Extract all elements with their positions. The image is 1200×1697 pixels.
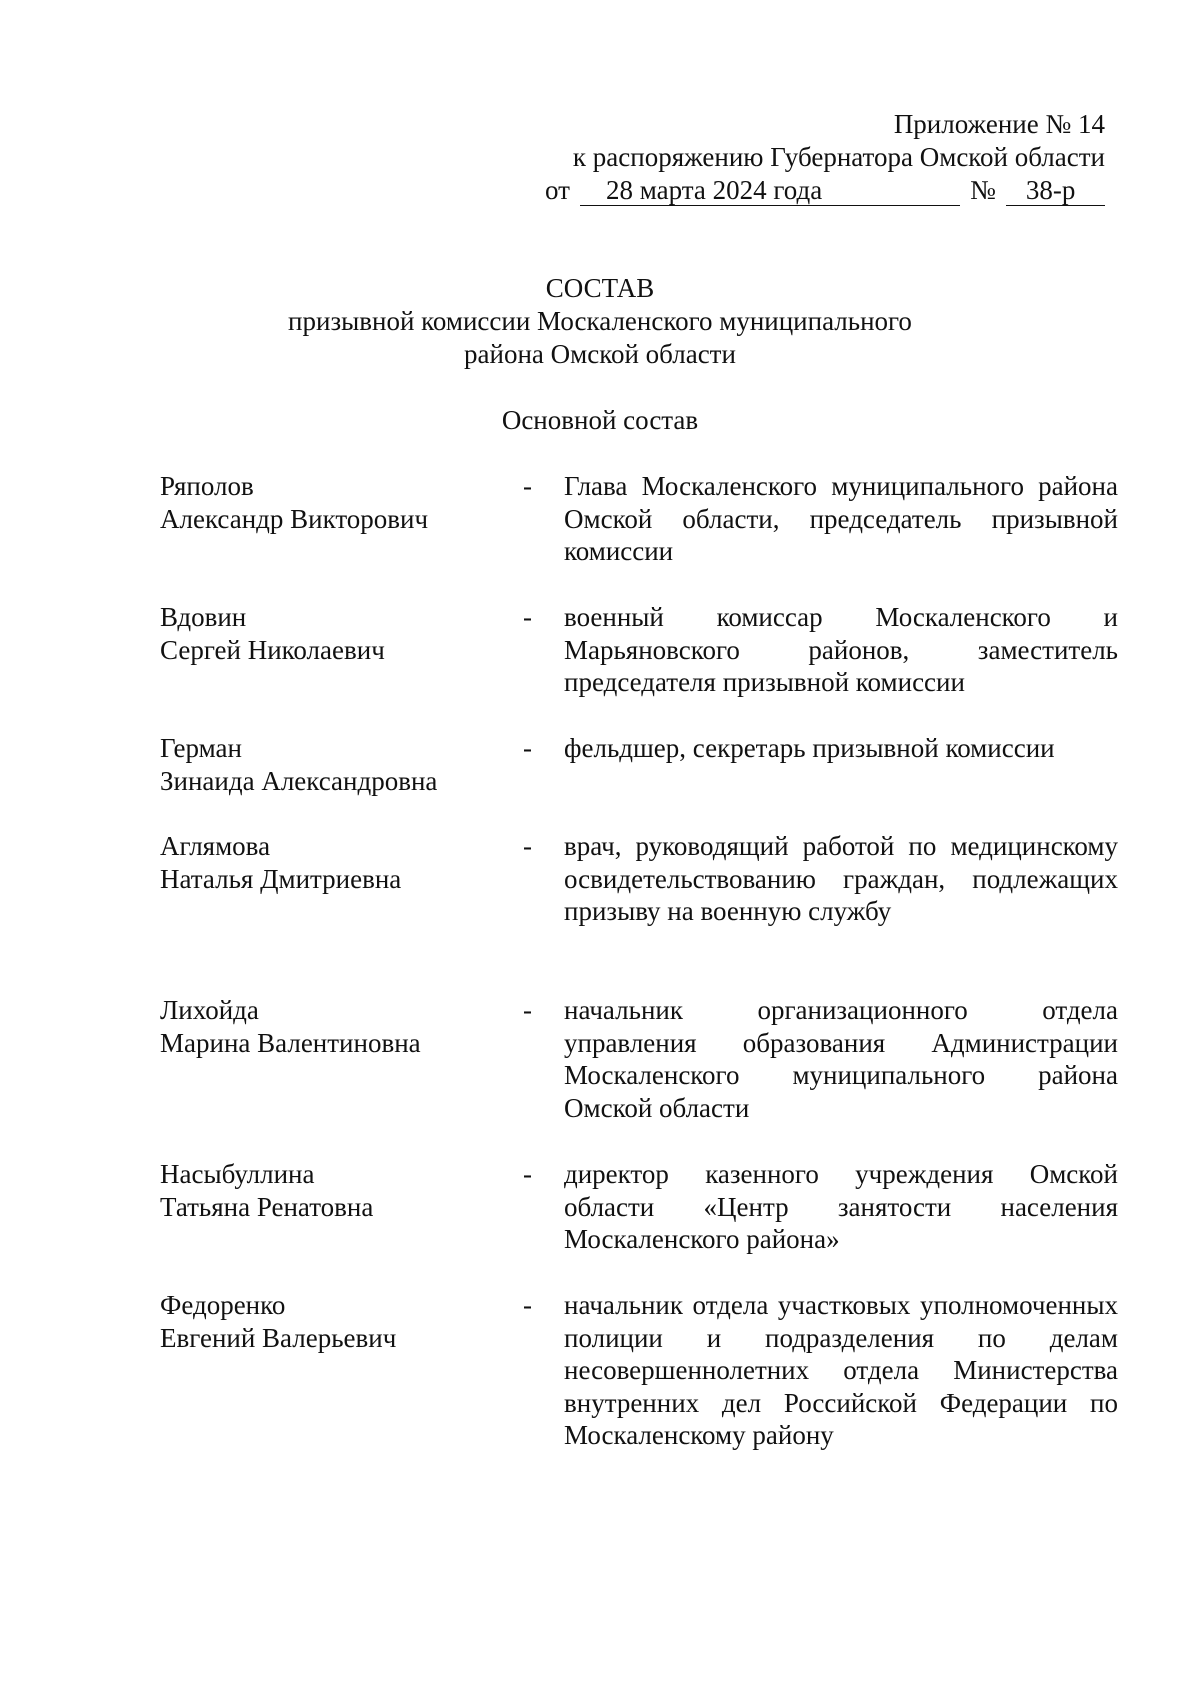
dash-separator: - bbox=[523, 1159, 532, 1189]
member-role: врач, руководящий работой по медицинскому освидетельствованию граждан, подлежащих призыву на военную службу bbox=[564, 831, 1118, 927]
document-title bbox=[0, 272, 1200, 371]
member-surname: Лихойда bbox=[160, 995, 259, 1025]
member-entry bbox=[160, 1289, 1118, 1451]
member-given-names: Наталья Дмитриевна bbox=[160, 863, 402, 894]
member-entry bbox=[160, 1158, 1118, 1255]
member-name bbox=[160, 732, 520, 797]
member-given-names: Татьяна Ренатовна bbox=[160, 1191, 374, 1222]
appendix-label: Приложение № 14 bbox=[893, 109, 1105, 139]
member-surname: Вдовин bbox=[160, 602, 247, 632]
member-role: Глава Москаленского муниципального района Омской области, председатель призывной комиссии bbox=[564, 471, 1118, 567]
document-header bbox=[545, 108, 1105, 207]
dash-separator: - bbox=[523, 995, 532, 1025]
decree-date: 28 марта 2024 года bbox=[580, 175, 960, 206]
member-entry bbox=[160, 732, 1118, 797]
member-name bbox=[160, 994, 520, 1059]
member-given-names: Евгений Валерьевич bbox=[160, 1322, 397, 1353]
member-given-names: Сергей Николаевич bbox=[160, 634, 385, 665]
number-prefix: № bbox=[970, 175, 996, 205]
member-surname: Федоренко bbox=[160, 1290, 286, 1320]
member-role: директор казенного учреждения Омской области «Центр занятости населения Москаленского района» bbox=[564, 1159, 1118, 1255]
member-surname: Аглямова bbox=[160, 831, 271, 861]
member-entry bbox=[160, 830, 1118, 927]
member-entry bbox=[160, 470, 1118, 567]
title-line-1: призывной комиссии Москаленского муниципального bbox=[288, 306, 912, 336]
member-name bbox=[160, 601, 520, 666]
member-surname: Ряполов bbox=[160, 471, 254, 501]
member-surname: Насыбуллина bbox=[160, 1159, 315, 1189]
member-name bbox=[160, 470, 520, 535]
decree-reference: к распоряжению Губернатора Омской области bbox=[572, 142, 1105, 172]
member-surname: Герман bbox=[160, 733, 242, 763]
date-number-line bbox=[545, 174, 1105, 207]
member-entry bbox=[160, 601, 1118, 698]
member-given-names: Зинаида Александровна bbox=[160, 765, 438, 796]
decree-number: 38-р bbox=[1006, 175, 1105, 206]
member-given-names: Александр Викторович bbox=[160, 503, 429, 534]
member-role: военный комиссар Москаленского и Марьяновского районов, заместитель председателя призывной комиссии bbox=[564, 602, 1118, 698]
member-role: фельдшер, секретарь призывной комиссии bbox=[564, 733, 1055, 763]
title-heading: СОСТАВ bbox=[545, 273, 655, 303]
date-prefix: от bbox=[545, 175, 570, 205]
dash-separator: - bbox=[523, 602, 532, 632]
dash-separator: - bbox=[523, 733, 532, 763]
member-name bbox=[160, 830, 520, 895]
member-given-names: Марина Валентиновна bbox=[160, 1027, 421, 1058]
member-entry bbox=[160, 994, 1118, 1123]
member-name bbox=[160, 1158, 520, 1223]
dash-separator: - bbox=[523, 1290, 532, 1320]
member-role: начальник отдела участковых уполномоченных полиции и подразделения по делам несовершеннолетних отдела Министерства внутренних дел Российской Федерации по Москаленскому району bbox=[564, 1290, 1118, 1451]
member-role: начальник организационного отдела управления образования Администрации Москаленского муниципального района Омской области bbox=[564, 995, 1118, 1123]
title-line-2: района Омской области bbox=[464, 339, 736, 369]
dash-separator: - bbox=[523, 471, 532, 501]
section-title: Основной состав bbox=[501, 405, 699, 435]
dash-separator: - bbox=[523, 831, 532, 861]
member-name bbox=[160, 1289, 520, 1354]
